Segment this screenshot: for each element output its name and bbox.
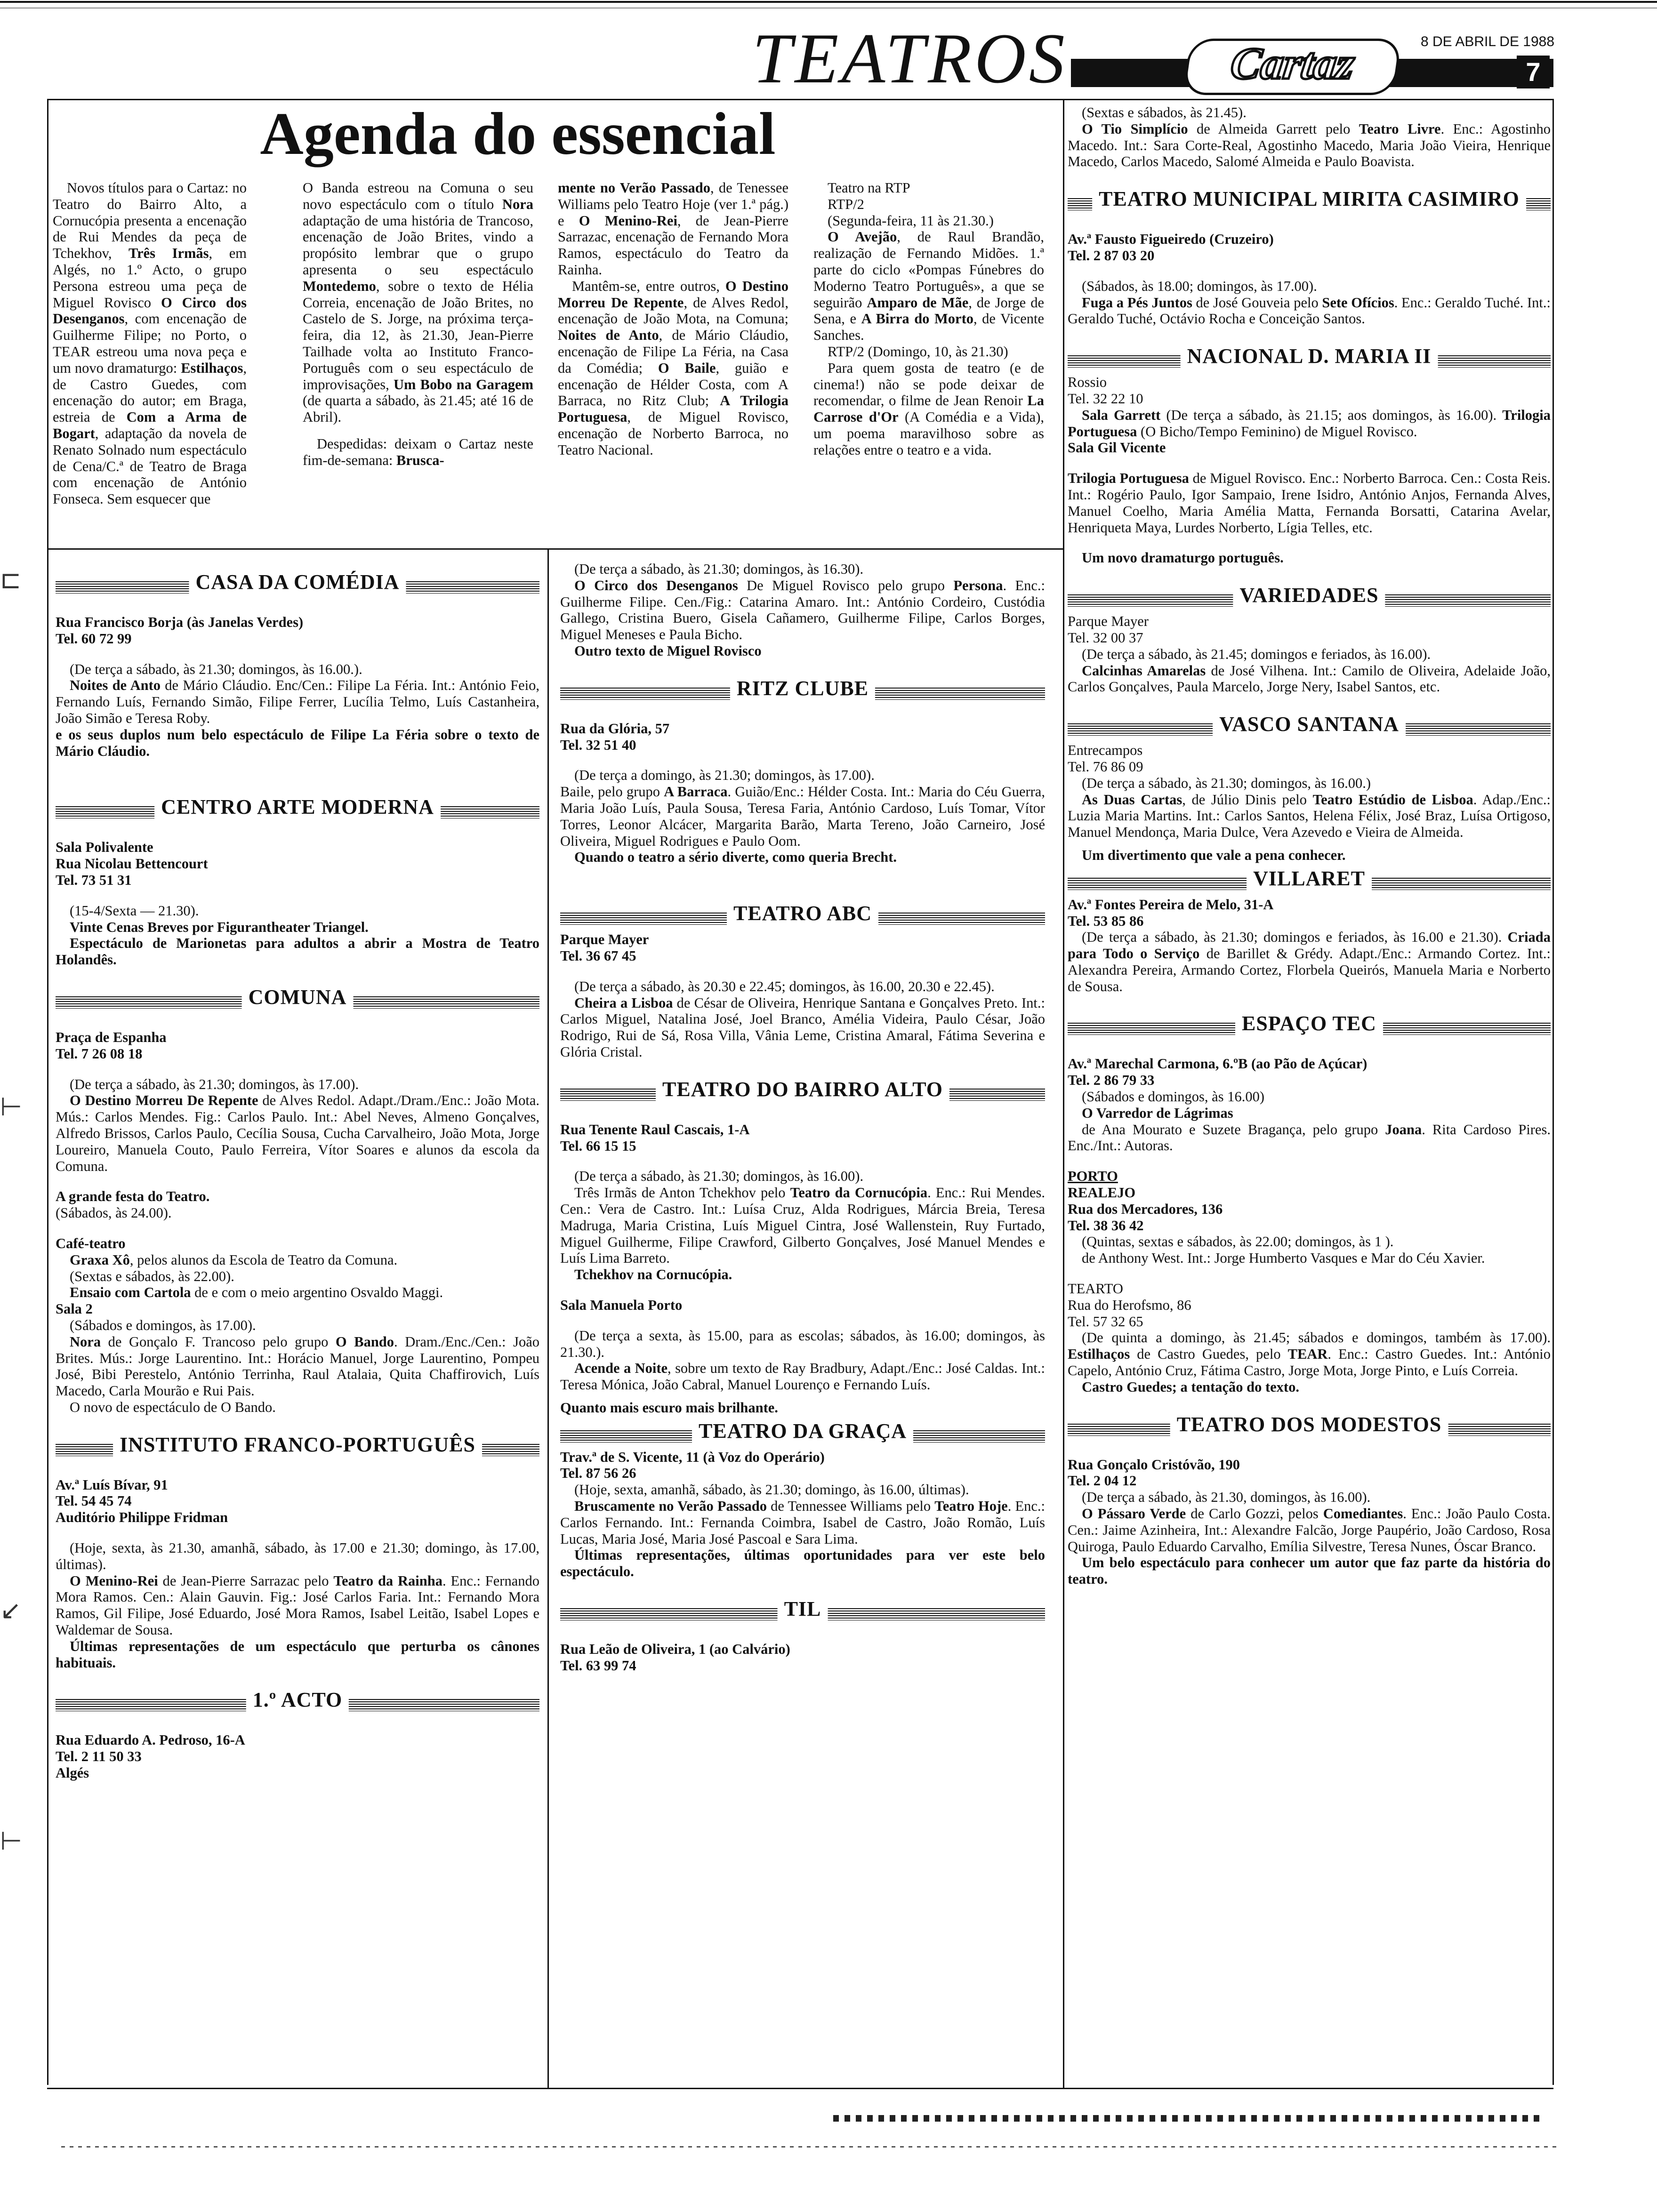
cartaz-logo: Cartaz (1182, 39, 1402, 95)
banner-ritz-clube: RITZ CLUBE (560, 673, 1045, 706)
section-title: TEATROS (752, 19, 1068, 98)
bottom-dots (833, 2115, 1539, 2122)
agenda-bottom (47, 548, 1064, 550)
top-rule (0, 1, 1657, 3)
banner-variedades: VARIEDADES (1068, 580, 1551, 613)
banner-teatro-municipal-mirita-casimiro: TEATRO MUNICIPAL MIRITA CASIMIRO (1068, 184, 1551, 217)
agenda-col-4: Teatro na RTP RTP/2 (Segunda-feira, 11 às 21.30.) O Avejão, de Raul Brandão, realização de Fernando Midões. 1.ª parte do ciclo «Pompas Fúnebres do Moderno Teatro Português», a que se seguirão Amparo de Mãe, de Jorge de Sena, e A Birra do Morto, de Vicente Sanches. RTP/2 (Domingo, 10, às 21.30) Para quem gosta de teatro (e de cinema!) não se pode deixar de recomendar, o filme de Jean Renoir La Carrose d'Or (A Comédia e a Vida), um poema maravilhoso sobre as relações entre o teatro e a vida. (813, 180, 1045, 458)
banner-centro-arte-moderna: CENTRO ARTE MODERNA (56, 792, 539, 825)
banner-vasco-santana: VASCO SANTANA (1068, 709, 1551, 742)
banner-espaco-tec: ESPAÇO TEC (1068, 1009, 1551, 1042)
agenda-title: Agenda do essencial (260, 100, 776, 167)
divider-2 (1063, 99, 1064, 2089)
agenda-col-3: mente no Verão Passado, de Tenessee Williams pelo Teatro Hoje (ver 1.ª pág.) e O Menino-Rei, de Jean-Pierre Sarrazac, encenação de Fernando Mora Ramos, espectáculo do Teatro da Rainha. Mantêm-se, entre outros, O Destino Morreu De Repente, de Alves Redol, encenação de João Mota, na Comuna; Noites de Anto, de Mário Cláudio, encenação de Filipe La Féria, na Casa da Comédia; O Baile, guião e encenação de Hélder Costa, com A Barraca, no Ritz Club; A Trilogia Portuguesa, de Miguel Rovisco, encenação de Norberto Barroca, no Teatro Nacional. (558, 180, 789, 458)
agenda-col-1: Novos títulos para o Cartaz: no Teatro do Bairro Alto, a Cornucópia presenta a encenação de Rui Mendes da peça de Tchekhov, Três Irmãs, em Algés, no 1.º Acto, o grupo Persona estreou uma peça de Miguel Rovisco O Circo dos Desenganos, com encenação de Guilherme Filipe; no Porto, o TEAR estreou uma nova peça e um novo dramaturgo: Estilhaços, de Castro Guedes, com encenação do autor; em Braga, estreia de Com a Arma de Bogart, adaptação da novela de Renato Solnado num espectáculo de Cena/C.ª de Teatro de Braga com encenação de António Fonseca. Sem esquecer que (53, 180, 247, 507)
banner-teatro-abc: TEATRO ABC (560, 898, 1045, 931)
left-column: CASA DA COMÉDIA Rua Francisco Borja (às Janelas Verdes) Tel. 60 72 99 (De terça a sábado, às 21.30; domingos, às 16.00.). Noites de Anto de Mário Cláudio. Enc/Cen.: Filipe La Féria. Int.: António Feio, Fernando Luís, Fernando Simão, Filipe Ferrer, Lucília Telmo, Luís Castanheira, João Simão e Teresa Roby. e os seus duplos num belo espectáculo de Filipe La Féria sobre o texto de Mário Cláudio. CENTRO ARTE MODERNA Sala Polivalente Rua Nicolau Bettencourt Tel. 73 51 31 (15-4/Sexta — 21.30). Vinte Cenas Breves por Figurantheater Triangel. Espectáculo de Marionetas para adultos a abrir a Mostra de Teatro Holandês. COMUNA Praça de Espanha Tel. 7 26 08 18 (De terça a sábado, às 21.30; domingos, às 17.00). O Destino Morreu De Repente de Alves Redol. Adapt./Dram./Enc.: João Mota. Mús.: Carlos Mendes. Fig.: Carlos Paulo. Int.: Abel Neves, Almeno Gonçalves, Alfredo Brissos, Carlos Paulo, Cecília Sousa, Cucha Carvalheiro, João Mota, Jorge Loureiro, Manuela Couto, Paulo Ferreira, Vítor Soares e alunos da escola da Comuna. A grande festa do Teatro. (Sábados, às 24.00). Café-teatro Graxa Xô, pelos alunos da Escola de Teatro da Comuna. (Sextas e sábados, às 22.00). Ensaio com Cartola de e com o meio argentino Osvaldo Maggi. Sala 2 (Sábados e domingos, às 17.00). Nora de Gonçalo F. Trancoso pelo grupo O Bando. Dram./Enc./Cen.: João Brites. Mús.: Jorge Laurentino. Int.: Horácio Manuel, Jorge Laurentino, Pompeu José, Bibi Perestelo, António Terrinha, Raul Atalaia, Quita Chaffirovich, Luís Macedo, Carla Mourão e Rui Pais. O novo de espectáculo de O Bando. INSTITUTO FRANCO-PORTUGUÊS Av.ª Luís Bívar, 91 Tel. 54 45 74 Auditório Philippe Fridman (Hoje, sexta, às 21.30, amanhã, sábado, às 17.00 e 21.30; domingo, às 17.00, últimas). O Menino-Rei de Jean-Pierre Sarrazac pelo Teatro da Rainha. Enc.: Fernando Mora Ramos. Cen.: Alain Gauvin. Fig.: José Carlos Faria. Int.: Fernando Mora Ramos, Gil Filipe, José Eduardo, José Mora Ramos, Isabel Leitão, Isabel Lopes e Waldemar de Sousa. Últimas representações de um espectáculo que perturba os cânones habituais. 1.º ACTO Rua Eduardo A. Pedroso, 16-A Tel. 2 11 50 33 Algés (56, 567, 539, 1781)
banner-nacional-d-maria-ii: NACIONAL D. MARIA II (1068, 341, 1551, 374)
frame-bottom (47, 2088, 1553, 2089)
banner-teatro-do-bairro-alto: TEATRO DO BAIRRO ALTO (560, 1074, 1045, 1107)
margin-mark-4: ⊢ (0, 1826, 23, 1856)
middle-column: (De terça a sábado, às 21.30; domingos, às 16.30). O Circo dos Desenganos De Miguel Rovisco pelo grupo Persona. Enc.: Guilherme Filipe. Cen./Fig.: Catarina Amaro. Int.: António Cordeiro, Custódia Gallego, Cristina Buero, Gisela Cañamero, Guilherme Filipe, Carlos Borges, Miguel Meneses e Paula Bicho. Outro texto de Miguel Rovisco RITZ CLUBE Rua da Glória, 57 Tel. 32 51 40 (De terça a domingo, às 21.30; domingos, às 17.00). Baile, pelo grupo A Barraca. Guião/Enc.: Hélder Costa. Int.: Maria do Céu Guerra, Maria João Luís, Paula Sousa, Teresa Faria, António Cardoso, Luís Tomar, Vítor Torres, Leonor Alcácer, Margarita Barão, Marta Tereno, João Carneiro, José Oliveira, Miguel Rodrigues e Paulo Oom. Quando o teatro a sério diverte, como queria Brecht. TEATRO ABC Parque Mayer Tel. 36 67 45 (De terça a sábado, às 20.30 e 22.45; domingos, às 16.00, 20.30 e 22.45). Cheira a Lisboa de César de Oliveira, Henrique Santana e Gonçalves Preto. Int.: Carlos Miguel, Natalina José, Joel Branco, Amélia Videira, Paulo César, João Rodrigo, Rui de Sá, Rosa Villa, Vânia Leme, Cristina Amaral, Fátima Severina e Glória Cristal. TEATRO DO BAIRRO ALTO Rua Tenente Raul Cascais, 1-A Tel. 66 15 15 (De terça a sábado, às 21.30; domingos, às 16.00). Três Irmãs de Anton Tchekhov pelo Teatro da Cornucópia. Enc.: Rui Mendes. Cen.: Vera de Castro. Int.: Luísa Cruz, Alda Rodrigues, Márcia Breia, Teresa Madruga, Maria Cristina, Luís Miguel Cintra, José Wallenstein, Ruy Furtado, Miguel Guilherme, Filipe Crawford, Gilberto Gonçalves, José Manuel Mendes e Luís Lima Barreto. Tchekhov na Cornucópia. Sala Manuela Porto (De terça a sexta, às 15.00, para as escolas; sábados, às 16.00; domingos, às 21.30.). Acende a Noite, sobre um texto de Ray Bradbury, Adapt./Enc.: José Caldas. Int.: Teresa Mónica, João Cabral, Manuel Lourenço e Fernando Luís. Quanto mais escuro mais brilhante. TEATRO DA GRAÇA Trav.ª de S. Vicente, 11 (à Voz do Operário) Tel. 87 56 26 (Hoje, sexta, amanhã, sábado, às 21.30; domingo, às 16.00, últimas). Bruscamente no Verão Passado de Tennessee Williams pelo Teatro Hoje. Enc.: Carlos Fernando. Int.: Fernanda Coimbra, Isabel de Castro, João Romão, Luís Lucas, Maria José, Maria José Pascoal e Sara Lima. Últimas representações, últimas oportunidades para ver este belo espectáculo. TIL Rua Leão de Oliveira, 1 (ao Calvário) Tel. 63 99 74 (560, 561, 1046, 1674)
right-column: (Sextas e sábados, às 21.45). O Tio Simplício de Almeida Garrett pelo Teatro Livre. Enc.: Agostinho Macedo. Int.: Sara Corte-Real, Agostinho Macedo, Maria João Vieira, Henrique Macedo, Carlos Macedo, Salomé Almeida e Paulo Boavista. TEATRO MUNICIPAL MIRITA CASIMIRO Av.ª Fausto Figueiredo (Cruzeiro) Tel. 2 87 03 20 (Sábados, às 18.00; domingos, às 17.00). Fuga a Pés Juntos de José Gouveia pelo Sete Ofícios. Enc.: Geraldo Tuché. Int.: Geraldo Tuché, Octávio Rocha e Conceição Santos. NACIONAL D. MARIA II Rossio Tel. 32 22 10 Sala Garrett (De terça a sábado, às 21.15; aos domingos, às 16.00). Trilogia Portuguesa (O Bicho/Tempo Feminino) de Miguel Rovisco. Sala Gil Vicente Trilogia Portuguesa de Miguel Rovisco. Enc.: Norberto Barroca. Cen.: Costa Reis. Int.: Rogério Paulo, Igor Sampaio, Irene Isidro, António Anjos, Fernanda Alves, Manuel Coelho, Maria Amélia Matta, Fernanda Borsatti, Catarina Avelar, Henriqueta Maya, Lurdes Norberto, Lígia Telles, etc. Um novo dramaturgo português. VARIEDADES Parque Mayer Tel. 32 00 37 (De terça a sábado, às 21.45; domingos e feriados, às 16.00). Calcinhas Amarelas de José Vilhena. Int.: Camilo de Oliveira, Adelaide João, Carlos Gonçalves, Paula Marcelo, Jorge Nery, Isabel Santos, etc. VASCO SANTANA Entrecampos Tel. 76 86 09 (De terça a sábado, às 21.30; domingos, às 16.00.) As Duas Cartas, de Júlio Dinis pelo Teatro Estúdio de Lisboa. Adap./Enc.: Luzia Maria Martins. Int.: Carlos Santos, Helena Félix, José Braz, Luísa Ortigoso, Manuel Mendonça, Maria Dulce, Vera Azevedo e Vieira de Almeida. Um divertimento que vale a pena conhecer. VILLARET Av.ª Fontes Pereira de Melo, 31-A Tel. 53 85 86 (De terça a sábado, às 21.30; domingos e feriados, às 16.00 e 21.30). Criada para Todo o Serviço de Barillet & Grédy. Adapt./Enc.: Armando Cortez. Int.: Alexandra Pereira, Armando Cortez, Florbela Queirós, Manuela Maria e Norberto de Sousa. ESPAÇO TEC Av.ª Marechal Carmona, 6.ºB (ao Pão de Açúcar) Tel. 2 86 79 33 (Sábados e domingos, às 16.00) O Varredor de Lágrimas de Ana Mourato e Suzete Bragança, pelo grupo Joana. Rita Cardoso Pires. Enc./Int.: Autoras. PORTO REALEJO Rua dos Mercadores, 136 Tel. 38 36 42 (Quintas, sextas e sábados, às 22.00; domingos, às 1 ). de Anthony West. Int.: Jorge Humberto Vasques e Mar do Céu Xavier. TEARTO Rua do Herofsmo, 86 Tel. 57 32 65 (De quinta a domingo, às 21.45; sábados e domingos, também às 17.00). Estilhaços de Castro Guedes, pelo TEAR. Enc.: Castro Guedes. Int.: António Capelo, António Cruz, Fátima Castro, Jorge Mota, Jorge Pinto, e Luís Correia. Castro Guedes; a tentação do texto. TEATRO DOS MODESTOS Rua Gonçalo Cristóvão, 190 Tel. 2 04 12 (De terça a sábado, às 21.30, domingos, às 16.00). O Pássaro Verde de Carlo Gozzi, pelos Comediantes. Enc.: João Paulo Costa. Cen.: Jaime Azinheira, Int.: Alexandre Falcão, Jorge Paupério, João Cardoso, Rosa Quiroga, Paulo Eduardo Carvalho, Emília Silvestre, Teresa Nunes, Óscar Branco. Um belo espectáculo para conhecer um autor que faz parte da história do teatro. (1068, 104, 1551, 1587)
margin-mark-1: ⊏ (0, 565, 22, 594)
agenda-col-2: O Banda estreou na Comuna o seu novo espectáculo com o título Nora adaptação de uma história de Trancoso, encenação de João Brites, vindo a propósito lembrar que o grupo apresenta o seu espectáculo Montedemo, sobre o texto de Hélia Correia, encenação de João Brites, no Castelo de S. Jorge, na próxima terça-feira, dia 12, às 21.30, Jean-Pierre Tailhade volta ao Instituto Franco-Português com o seu espectáculo de improvisações, Um Bobo na Garagem (de quarta a sábado, às 21.45; até 16 de Abril). Despedidas: deixam o Cartaz neste fim-de-semana: Brusca- (303, 180, 533, 468)
banner-teatro-dos-modestos: TEATRO DOS MODESTOS (1068, 1410, 1551, 1443)
banner-til: TIL (560, 1594, 1045, 1627)
margin-mark-3: ↙ (0, 1595, 22, 1625)
frame-right (1552, 99, 1554, 2085)
banner-villaret: VILLARET (1068, 864, 1551, 897)
banner-teatro-da-graca: TEATRO DA GRAÇA (560, 1416, 1045, 1449)
banner-comuna: COMUNA (56, 982, 539, 1015)
frame-left (47, 99, 48, 2085)
banner-1-acto: 1.º ACTO (56, 1685, 539, 1718)
page-number: 7 (1517, 56, 1550, 88)
frame-bottom-dotted (61, 2146, 1558, 2148)
divider-1 (547, 550, 549, 2089)
banner-casa-da-comedia: CASA DA COMÉDIA (56, 567, 539, 600)
issue-date: 8 DE ABRIL DE 1988 (1421, 34, 1555, 49)
banner-instituto-franco-portugues: INSTITUTO FRANCO-PORTUGUÊS (56, 1430, 539, 1463)
margin-mark-2: ⊢ (0, 1092, 23, 1122)
